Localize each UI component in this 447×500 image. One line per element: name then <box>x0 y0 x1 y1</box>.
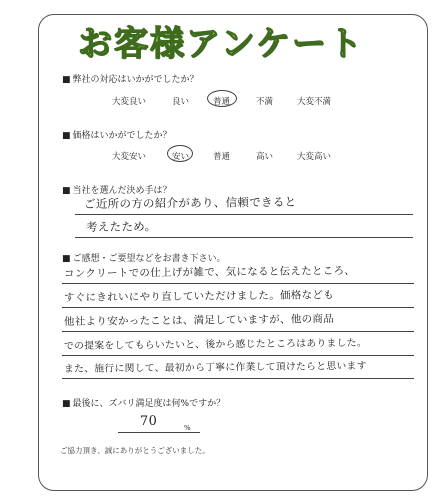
percent-unit: % <box>184 424 191 432</box>
satisfaction-value: 70 <box>139 413 158 429</box>
question-comments-label: ご感想・ご要望などをお書き下さい。 <box>72 254 226 264</box>
handwritten-answer-line: での提案をしてもらいたいと、後から感じたところはありました。 <box>63 337 367 352</box>
thank-you-note: ご協力頂き、誠にありがとうございました。 <box>60 446 210 455</box>
question-service-label: 弊社の対応はいかがでしたか？ <box>72 75 199 85</box>
question-service <box>62 72 199 85</box>
option-service-unsatisfied[interactable]: 不満 <box>256 97 274 107</box>
handwritten-answer-line: すぐにきれいにやり直していただけました。価格なども <box>63 289 335 304</box>
answer-rule <box>62 355 414 356</box>
square-bullet-icon: ■ <box>62 186 71 196</box>
square-bullet-icon: ■ <box>62 254 71 264</box>
option-service-very-good[interactable]: 大変良い <box>112 97 147 107</box>
question-deciding-factor-label: 当社を選んだ決め手は？ <box>72 186 172 196</box>
answer-rule <box>62 307 414 308</box>
selected-circle-mark <box>167 145 193 162</box>
option-price-cheap[interactable]: 安い <box>172 152 190 162</box>
option-service-normal[interactable]: 普通 <box>213 97 231 107</box>
question-satisfaction-label: 最後に、ズバリ満足度は何%ですか？ <box>72 399 226 409</box>
question-deciding-factor <box>62 183 172 196</box>
question-price-label: 価格はいかがでしたか？ <box>72 131 172 141</box>
option-price-normal[interactable]: 普通 <box>213 152 231 162</box>
answer-rule <box>75 214 413 215</box>
square-bullet-icon: ■ <box>62 399 71 409</box>
square-bullet-icon: ■ <box>62 131 71 141</box>
question-comments <box>62 251 226 264</box>
option-price-very-high[interactable]: 大変高い <box>297 152 332 162</box>
answer-rule <box>62 378 414 379</box>
question-satisfaction <box>62 396 225 409</box>
satisfaction-underline <box>118 432 200 433</box>
handwritten-answer-line: コンクリートでの仕上げが雑で、気になると伝えたところ、 <box>63 264 356 280</box>
answer-rule <box>75 237 413 238</box>
handwritten-answer-line: 他社より安かったことは、満足していますが、他の商品 <box>63 313 335 328</box>
handwritten-answer-line: また、施行に関して、最初から丁寧に作業して頂けたらと思います <box>63 360 367 375</box>
question-price <box>62 128 172 141</box>
answer-rule <box>62 283 414 284</box>
option-price-high[interactable]: 高い <box>256 152 274 162</box>
answer-rule <box>62 331 414 332</box>
option-service-good[interactable]: 良い <box>172 97 190 107</box>
option-service-very-unsatisfied[interactable]: 大変不満 <box>297 97 332 107</box>
handwritten-answer-line: 考えたため。 <box>85 219 157 234</box>
option-price-very-cheap[interactable]: 大変安い <box>112 152 147 162</box>
handwritten-answer-line: ご近所の方の紹介があり、信頼できると <box>83 194 297 211</box>
square-bullet-icon: ■ <box>62 75 71 85</box>
survey-title: お客様アンケート <box>78 24 364 64</box>
selected-circle-mark <box>207 90 237 107</box>
